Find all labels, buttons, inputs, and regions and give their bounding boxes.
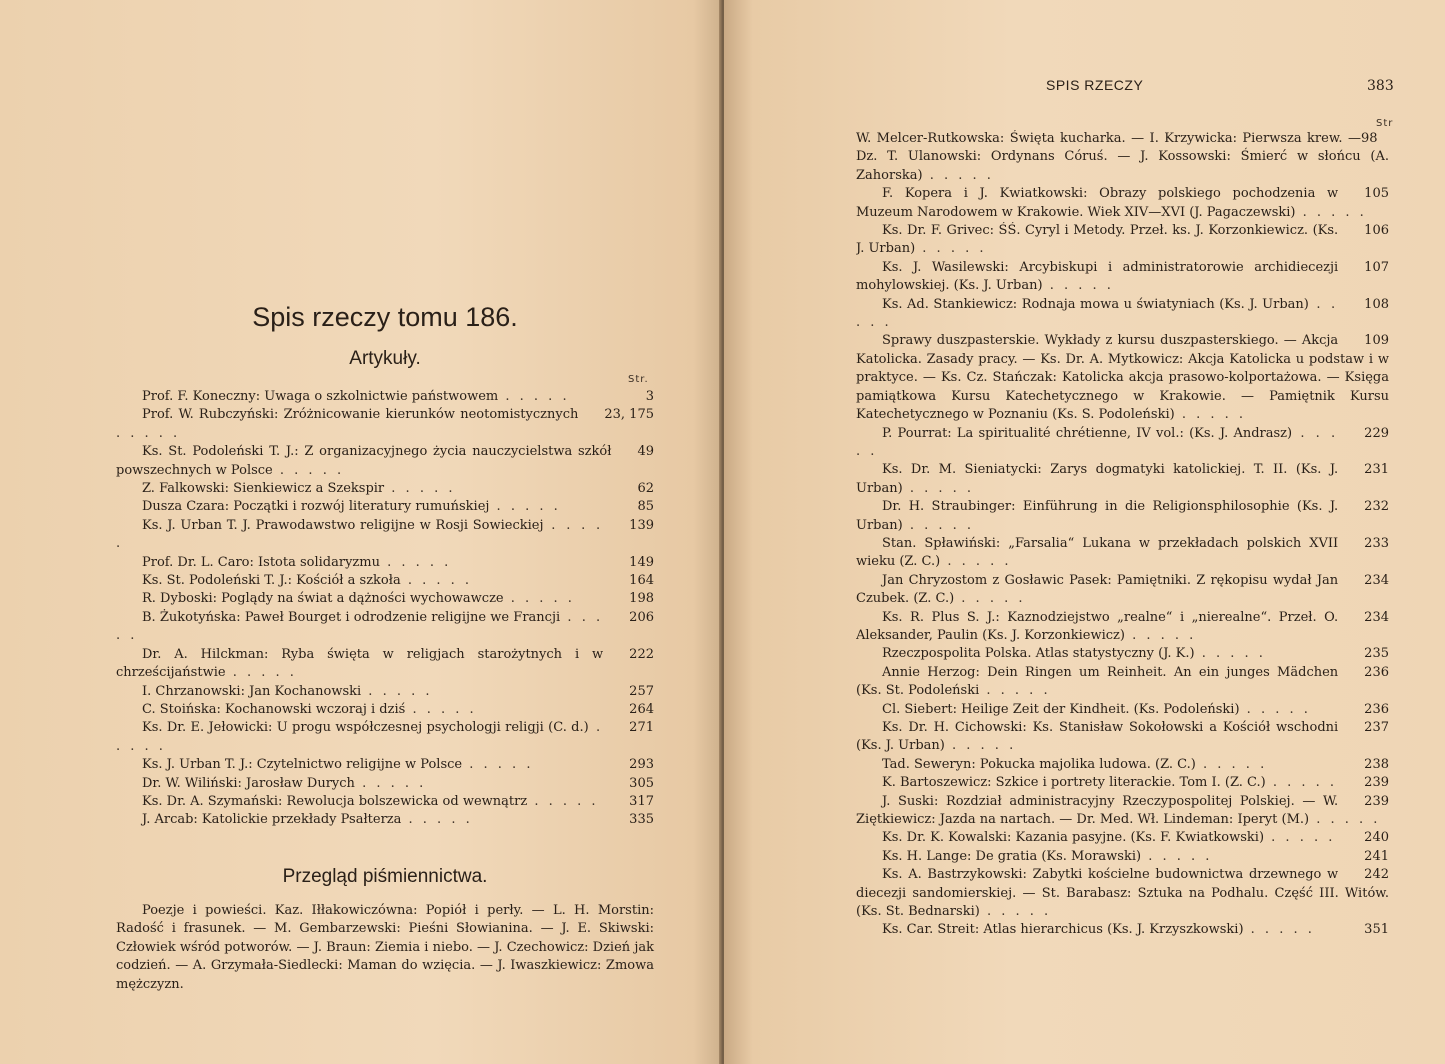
leader-dots: . . . . . [1309,812,1381,828]
toc-entry [856,185,1389,222]
toc-entry [116,388,654,406]
leader-dots: . . . . . [498,389,570,404]
leader-dots: . . . . . [1174,407,1247,423]
toc-entry-page: 241 [1364,848,1389,864]
toc-entry-page: 109 [1364,333,1389,349]
leader-dots: . . . . . [1042,278,1114,294]
toc-entry-title: J. Arcab: Katolickie przekłady Psałterza [142,812,402,828]
left-page [0,0,722,1064]
toc-entry-title: Prof. W. Rubczyński: Zróżnicowanie kierunków neotomistycznych [142,407,579,423]
toc-entry-page: 139 [629,517,654,533]
leader-dots: . . . . . [354,775,427,791]
leader-dots: . . . . . [116,517,604,552]
toc-entry-title: Tad. Seweryn: Pokucka majolika ludowa. (Z. C.) [882,756,1196,772]
toc-entry [856,498,1389,535]
toc-entry-title: Ks. Dr. K. Kowalski: Kazania pasyjne. (Ks. F. Kwiatkowski) [882,830,1265,846]
toc-entry-page: 236 [1364,664,1389,680]
toc-entry [116,719,654,756]
toc-entry-page: 317 [629,793,654,809]
toc-entry-title: Prof. Dr. L. Caro: Istota solidaryzmu [142,554,380,570]
toc-entry [856,130,1389,185]
toc-entry [116,480,654,498]
toc-entry [856,664,1389,701]
toc-entry [856,461,1389,498]
right-page [724,0,1445,1064]
toc-entry-page: 305 [629,775,654,791]
toc-entry-page: 149 [629,554,654,570]
toc-entry-title: Prof. F. Koneczny: Uwaga o szkolnictwie państwowem [142,389,499,404]
toc-entry [856,572,1389,609]
toc-entry-page: 206 [629,609,654,625]
page-column-label: Str. [628,374,649,385]
toc-entry-page: 239 [1364,775,1389,791]
toc-entry [856,609,1389,646]
toc-entry-title: Rzeczpospolita Polska. Atlas statystyczny (J. K.) [882,646,1195,662]
toc-entry [856,259,1389,296]
toc-entry-title: Ks. Dr. H. Cichowski: Ks. Stanisław Sokołowski a Kościół wschodni (Ks. J. Urban) [856,720,1339,754]
leader-dots: . . . . . [954,591,1026,607]
toc-entry [856,719,1389,756]
toc-entry [116,646,654,683]
leader-dots: . . . . . [225,665,297,681]
leader-dots: . . . . . [1295,204,1367,220]
leader-dots: . . . . . [1194,646,1266,662]
running-head: SPIS RZECZY [1046,77,1144,93]
review-intro-paragraph: Poezje i powieści. Kaz. Iłłakowiczówna: Popiół i perły. — L. H. Morstin: Radość i frasunek. — M. Gembarzewski: Pieśni Słowianina. — J. E. Skiwski: Człowiek wśród potworów. — J. Braun: Ziemia i niebo. — J. Czechowicz: Dzień jak codzień. — A. Grzymała-Siedlecki: Maman do wzięcia. — J. Iwaszkiewicz: Zmowa mężczyzn. [116,903,654,992]
leader-dots: . . . . . [462,757,534,773]
page-title: Spis rzeczy tomu 186. [252,302,518,332]
toc-entry-title: F. Kopera i J. Kwiatkowski: Obrazy polskiego pochodzenia w Muzeum Narodowem w Krakowie. Wiek XIV—XVI (J. Pagaczewski) [856,186,1339,220]
leader-dots: . . . . . [503,591,575,607]
toc-entry-page: 232 [1364,499,1389,515]
leader-dots: . . . . . [379,554,452,570]
toc-entry-page: 239 [1364,793,1389,809]
toc-entry-page: 242 [1364,867,1389,883]
toc-entry-title: W. Melcer-Rutkowska: Święta kucharka. — I. Krzywicka: Pierwsza krew. — Dz. T. Ulanowski: Ordynans Córuś. — J. Kossowski: Śmierć w słońcu (A. Zahorska) [856,131,1389,183]
toc-entry [856,921,1389,939]
toc-entry [116,572,654,590]
toc-entry [116,775,654,793]
toc-entry-page: 233 [1364,535,1389,551]
leader-dots: . . . . . [915,241,987,257]
toc-entry [116,793,654,811]
toc-entry [856,756,1389,774]
toc-entry-title: Dr. H. Straubinger: Einführung in die Religionsphilosophie (Ks. J. Urban) [856,499,1339,533]
articles-heading: Artykuły. [349,348,421,369]
leader-dots: . . . . . [116,720,604,754]
toc-entry-title: Ks. Dr. M. Sieniatycki: Zarys dogmatyki katolickiej. T. II. (Ks. J. Urban) [856,462,1339,496]
toc-entry-page: 238 [1364,756,1389,772]
toc-entry-title: J. Suski: Rozdział administracyjny Rzeczypospolitej Polskiej. — W. Ziętkiewicz: Jazda na nartach. — Dr. Med. Wł. Lindeman: Iperyt (M.) [856,793,1339,828]
leader-dots: . . . . . [979,683,1051,699]
leader-dots: . . . . . [1239,701,1311,717]
toc-entry-page: 85 [637,499,654,515]
toc-entry [116,443,654,480]
leader-dots: . . . . . [1265,775,1338,791]
toc-entry-title: Ks. Dr. E. Jełowicki: U progu współczesnej psychologji religji (C. d.) [142,720,589,736]
leader-dots: . . . . . [489,499,561,515]
toc-entry [856,701,1389,719]
toc-entry [116,590,654,608]
leader-dots: . . . . . [979,904,1052,920]
toc-entry [116,811,654,829]
toc-entry-page: 105 [1364,186,1389,202]
toc-entry-title: Dr. A. Hilckman: Ryba święta w religjach starożytnych i w chrześcijaństwie [116,646,604,681]
toc-entry-page: 271 [629,720,654,736]
toc-entry [856,645,1389,663]
toc-entry [856,793,1389,830]
toc-entry [856,535,1389,572]
toc-entry-page: 236 [1364,701,1389,717]
toc-entry-title: K. Bartoszewicz: Szkice i portrety literackie. Tom I. (Z. C.) [882,775,1266,791]
toc-entry-title: I. Chrzanowski: Jan Kochanowski [142,683,362,699]
leader-dots: . . . . . [405,701,477,717]
leader-dots: . . . . . [116,609,604,644]
toc-entry-page: 107 [1364,259,1389,275]
toc-entry [856,866,1389,921]
toc-entry-title: Jan Chryzostom z Gosławic Pasek: Pamiętniki. Z rękopisu wydał Jan Czubek. (Z. C.) [856,572,1339,607]
toc-entry [116,554,654,572]
toc-entry [116,406,654,443]
toc-entry-page: 257 [629,683,654,699]
toc-entry-page: 234 [1364,572,1389,588]
toc-entry-title: Ks. Ad. Stankiewicz: Rodnaja mowa u światyniach (Ks. J. Urban) [882,296,1309,312]
toc-entry [856,848,1389,866]
toc-entry-page: 198 [629,591,654,607]
leader-dots: . . . . . [944,738,1017,754]
toc-entry-title: Stan. Spławiński: „Farsalia“ Lukana w przekładach polskich XVII wieku (Z. C.) [856,535,1339,570]
leader-dots: . . . . . [1124,627,1197,643]
toc-entry [116,701,654,719]
toc-entry-title: Annie Herzog: Dein Ringen um Reinheit. An ein junges Mädchen (Ks. St. Podoleński [856,664,1339,699]
toc-entry [116,498,654,516]
toc-entry-title: Ks. J. Urban T. J.: Czytelnictwo religijne w Polsce [142,757,463,773]
page-number: 383 [1367,78,1394,94]
toc-entry-title: Ks. H. Lange: De gratia (Ks. Morawski) [882,848,1142,864]
toc-entry-page: 264 [629,701,654,717]
toc-entry-title: Ks. Dr. F. Grivec: ŚŚ. Cyryl i Metody. Przeł. ks. J. Korzonkiewicz. (Ks. J. Urban) [856,223,1339,257]
toc-entry [856,332,1389,424]
toc-entry-page: 49 [637,444,654,460]
toc-entry-page: 106 [1364,223,1389,239]
toc-entry-page: 108 [1364,296,1389,312]
leader-dots: . . . . . [361,683,433,699]
leader-dots: . . . . . [856,296,1339,331]
toc-entry-page: 335 [629,812,654,828]
toc-entry-title: P. Pourrat: La spiritualité chrétienne, IV vol.: (Ks. J. Andrasz) [882,425,1293,441]
toc-entry [116,683,654,701]
toc-entry-title: Sprawy duszpasterskie. Wykłady z kursu duszpasterskiego. — Akcja Katolicka. Zasady pracy. — Ks. Dr. A. Mytkowicz: Akcja Katolicka u podstaw i w praktyce. — Ks. Cz. Stańczak: Katolicka akcja prasowo-kolportażowa. — Księga pamiątkowa Kursu Katechetycznego w Krakowie. — Pamiętnik Kursu Katechetycznego w Poznaniu (Ks. S. Podoleński) [856,333,1389,423]
toc-entry-page: 3 [645,389,654,404]
leader-dots: . . . . . [384,481,456,497]
toc-entry [116,609,654,646]
leader-dots: . . . . . [940,554,1012,570]
review-heading: Przegląd piśmiennictwa. [282,866,488,887]
leader-dots: . . . . . [1243,922,1315,938]
toc-entry-page: 222 [629,646,654,662]
toc-entry-title: Ks. St. Podoleński T. J.: Z organizacyjnego życia nauczycielstwa szkół powszechnych w Polsce [116,444,612,478]
leader-dots: . . . . . [856,425,1339,459]
toc-entry-title: Ks. St. Podoleński T. J.: Kościół a szkoła [142,573,401,589]
toc-entry-page: 231 [1364,462,1389,478]
articles-list [116,388,654,830]
toc-entry-page: 229 [1364,425,1389,441]
leader-dots: . . . . . [401,812,473,828]
leader-dots: . . . . . [902,517,975,533]
leader-dots: . . . . . [272,462,345,478]
toc-entry-title: B. Żukotyńska: Paweł Bourget i odrodzenie religijne we Francji [142,609,561,625]
toc-entry-title: Ks. J. Wasilewski: Arcybiskupi i administratorowie archidiecezji mohylowskiej. (Ks. J. Urban) [856,259,1339,294]
toc-entry-page: 293 [629,757,654,773]
leader-dots: . . . . . [400,573,473,589]
toc-entry [116,517,654,554]
toc-entry-page: 237 [1364,720,1389,735]
toc-entry-page: 234 [1364,609,1389,625]
toc-entry [856,774,1389,792]
page-column-label: Str [1376,118,1394,129]
toc-entry-title: Ks. Car. Streit: Atlas hierarchicus (Ks. J. Krzyszkowski) [882,922,1244,938]
toc-entry-title: Ks. A. Bastrzykowski: Zabytki kościelne budownictwa drzewnego w diecezji sandomierskiej. — St. Barabasz: Sztuka na Podhalu. Część III. Witów. (Ks. St. Bednarski) [856,867,1389,920]
toc-entry-title: Cl. Siebert: Heilige Zeit der Kindheit. (Ks. Podoleński) [882,701,1240,717]
toc-entry-title: C. Stoińska: Kochanowski wczoraj i dziś [142,701,406,717]
toc-entry [856,425,1389,462]
toc-entry-page: 235 [1364,646,1389,662]
toc-entry-title: R. Dyboski: Poglądy na świat a dążności wychowawcze [142,591,504,607]
toc-entry-title: Dusza Czara: Początki i rozwój literatury rumuńskiej [142,499,490,515]
toc-entry-page: 23, 175 [604,407,654,423]
toc-entry-title: Ks. J. Urban T. J. Prawodawstwo religijne w Rosji Sowieckiej [142,517,544,533]
toc-entry [856,296,1389,333]
leader-dots: . . . . . [116,425,181,441]
toc-entry [116,756,654,774]
toc-entry-title: Z. Falkowski: Sienkiewicz a Szekspir [142,481,385,497]
toc-entry-title: Ks. Dr. A. Szymański: Rewolucja bolszewicka od wewnątrz [142,793,528,809]
leader-dots: . . . . . [1264,830,1336,846]
toc-entry-page: 98 [1361,131,1378,146]
leader-dots: . . . . . [1195,756,1268,772]
toc-entry-page: 62 [637,481,654,497]
leader-dots: . . . . . [902,480,975,496]
toc-entry-page: 164 [629,573,654,589]
toc-entry-page: 351 [1364,922,1389,938]
toc-entry [856,829,1389,847]
toc-entry-title: Dr. W. Wiliński: Jarosław Durych [142,775,355,791]
leader-dots: . . . . . [1141,848,1213,864]
reviews-list [856,130,1389,940]
leader-dots: . . . . . [527,793,599,809]
leader-dots: . . . . . [922,167,994,183]
toc-entry-page: 240 [1364,830,1389,846]
toc-entry-title: Ks. R. Plus S. J.: Kaznodziejstwo „realne“ i „nierealne“. Przeł. O. Aleksander, Paulin (Ks. J. Korzonkiewicz) [856,609,1339,643]
toc-entry [856,222,1389,259]
